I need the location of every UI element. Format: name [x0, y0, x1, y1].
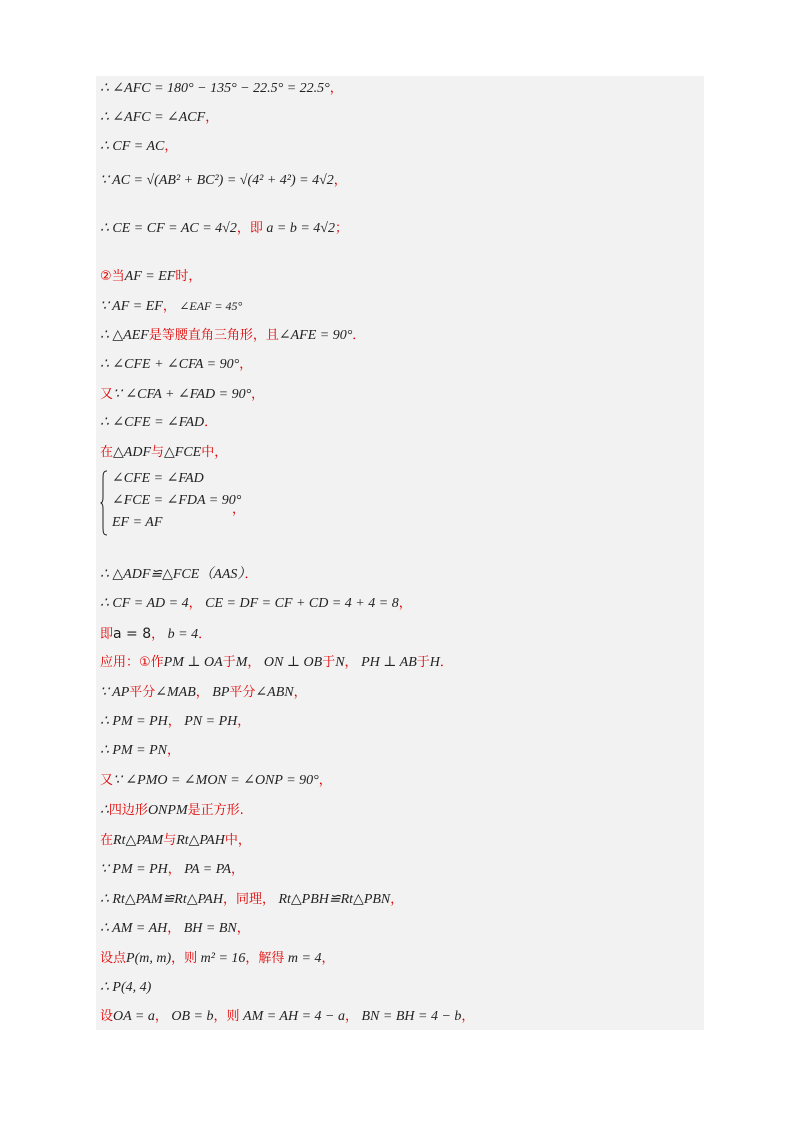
line-13: ∴ △ADF≌△FCE（AAS）． — [100, 567, 258, 582]
system-equation-1: ∠CFE = ∠FAD — [112, 471, 204, 486]
line-8: ∴ △AEF是等腰直角三角形，且∠AFE = 90°． — [100, 328, 366, 343]
line-24: ∴ Rt△PAM≌Rt△PAH，同理， Rt△PBH≌Rt△PBN， — [100, 892, 404, 907]
line-22: 在Rt△PAM与Rt△PAH中， — [100, 833, 251, 848]
line-28: 设OA = a， OB = b，则 AM = AH = 4 − a， BN = BH = 4 − b， — [100, 1009, 475, 1024]
line-15: 即a = 8， b = 4． — [100, 626, 212, 642]
line-27: ∴ P(4, 4) — [100, 980, 152, 995]
line-18: ∴ PM = PH， PN = PH， — [100, 714, 251, 729]
line-12: 在△ADF与△FCE中， — [100, 445, 228, 460]
line-14: ∴ CF = AD = 4， CE = DF = CF + CD = 4 + 4 = 8， — [100, 596, 412, 611]
line-16: 应用：①作PM ⊥ OA于M， ON ⊥ OB于N， PH ⊥ AB于H． — [100, 655, 453, 670]
left-brace-icon — [100, 470, 108, 536]
system-equation-3: EF = AF — [112, 515, 163, 530]
line-10: 又∵ ∠CFA + ∠FAD = 90°， — [100, 387, 265, 402]
document-page — [96, 76, 704, 1030]
line-26: 设点P(m, m)，则 m² = 16，解得 m = 4， — [100, 951, 335, 966]
line-20: 又∵ ∠PMO = ∠MON = ∠ONP = 90°， — [100, 773, 332, 788]
line-9: ∴ ∠CFE + ∠CFA = 90°， — [100, 357, 253, 372]
line-19: ∴ PM = PN， — [100, 743, 180, 758]
line-23: ∵ PM = PH， PA = PA， — [100, 862, 245, 877]
line-4: ∵ AC = √(AB² + BC²) = √(4² + 4²) = 4√2， — [100, 173, 347, 188]
line-2: ∴ ∠AFC = ∠ACF， — [100, 110, 219, 125]
line-5: ∴ CE = CF = AC = 4√2，即 a = b = 4√2； — [100, 221, 348, 236]
line-17: ∵ AP平分∠MAB， BP平分∠ABN， — [100, 685, 307, 700]
line-11: ∴ ∠CFE = ∠FAD． — [100, 415, 218, 430]
line-25: ∴ AM = AH， BH = BN， — [100, 921, 250, 936]
equation-system — [100, 470, 246, 540]
system-comma: ， — [232, 502, 246, 517]
line-1: ∴ ∠AFC = 180° − 135° − 22.5° = 22.5°， — [100, 81, 343, 96]
line-21: ∴四边形ONPM是正方形. — [100, 803, 244, 818]
line-7: ∵ AF = EF， ∠EAF = 45° — [100, 299, 243, 314]
system-equation-2: ∠FCE = ∠FDA = 90° — [112, 493, 242, 508]
line-6: ②当AF = EF时， — [100, 269, 202, 284]
line-3: ∴ CF = AC， — [100, 139, 178, 154]
